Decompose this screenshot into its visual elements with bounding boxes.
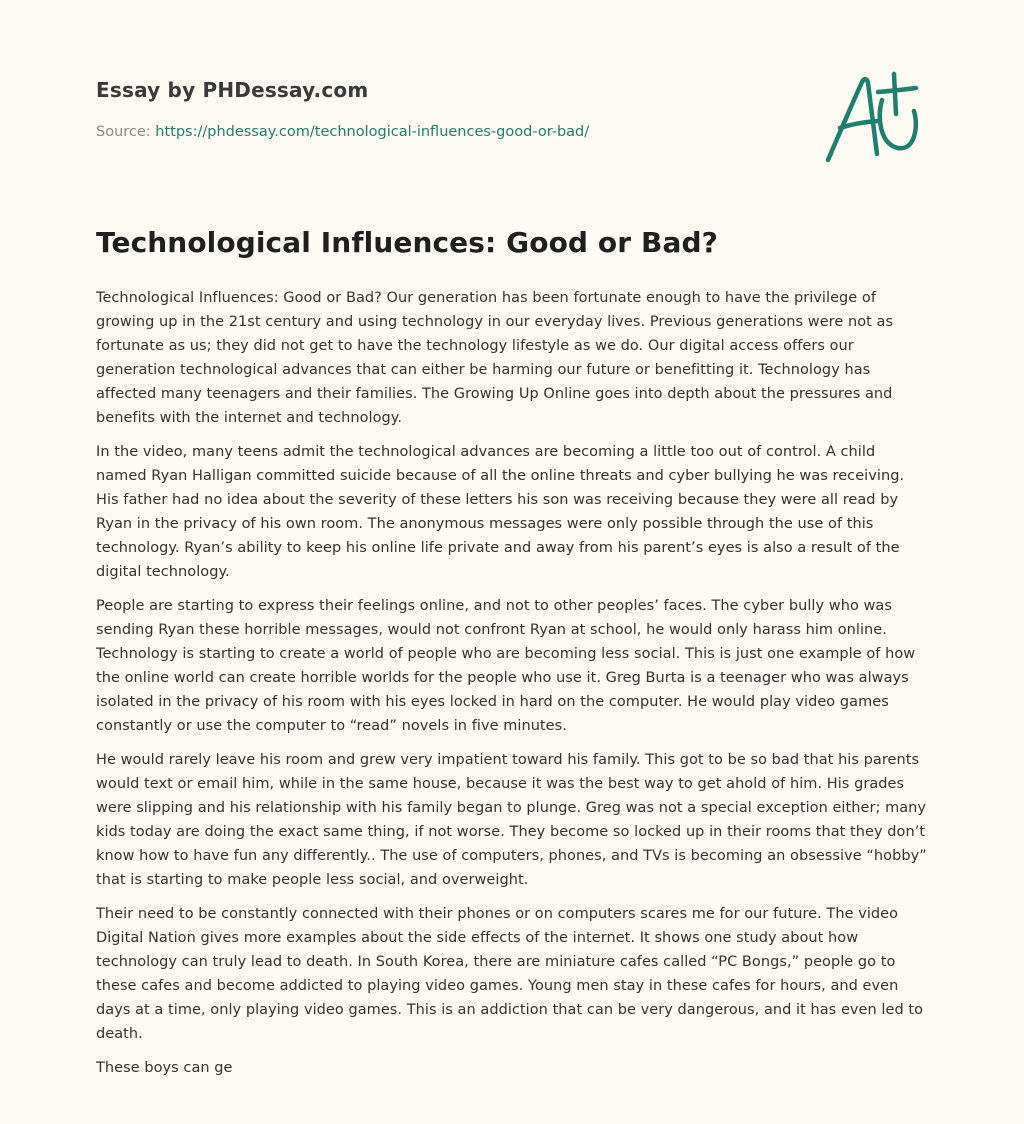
a-plus-grade-icon	[822, 66, 926, 166]
brand-title: Essay by PHDessay.com	[96, 78, 369, 102]
paragraph: He would rarely leave his room and grew very impatient toward his family. This got to be so bad that his parents would text or email him, while in the same house, because it was the best way to get ahold of him. His grades were slipping and his relationship with his family began to plunge. Greg was not a special exception either; many kids today are doing the exact same thing, if not worse. They become so locked up in their rooms that they don’t know how to have fun any differently.. The use of computers, phones, and TVs is becoming an obsessive “hobby” that is starting to make people less social, and overweight.	[96, 752, 927, 888]
paragraph: In the video, many teens admit the technological advances are becoming a little too out of control. A child named Ryan Halligan committed suicide because of all the online threats and cyber bullying he was receiving. His father had no idea about the severity of these letters his son was receiving because they were all read by Ryan in the privacy of his own room. The anonymous messages were only possible through the use of this technology. Ryan’s ability to keep his online life private and away from his parent’s eyes is also a result of the digital technology.	[96, 444, 905, 580]
source-label: Source:	[96, 124, 156, 140]
paragraph: These boys can ge	[96, 1060, 233, 1076]
essay-title: Technological Influences: Good or Bad?	[96, 226, 718, 259]
source-link[interactable]: https://phdessay.com/technological-influences-good-or-bad/	[155, 124, 590, 140]
paragraph: People are starting to express their feelings online, and not to other peoples’ faces. The cyber bully who was sending Ryan these horrible messages, would not confront Ryan at school, he would only harass him online. Technology is starting to create a world of people who are becoming less social. This is just one example of how the online world can create horrible worlds for the people who use it. Greg Burta is a teenager who was always isolated in the privacy of his room with his eyes locked in hard on the computer. He would play video games constantly or use the computer to “read” novels in five minutes.	[96, 598, 916, 734]
paragraph: Their need to be constantly connected with their phones or on computers scares me for our future. The video Digital Nation gives more examples about the side effects of the internet. It shows one study about how technology can truly lead to death. In South Korea, there are miniature cafes called “PC Bongs,” people go to these cafes and become addicted to playing video games. Young men stay in these cafes for hours, and even days at a time, only playing video games. This is an addiction that can be very dangerous, and it has even led to death.	[96, 906, 924, 1042]
paragraph: Technological Influences: Good or Bad? Our generation has been fortunate enough to have the privilege of growing up in the 21st century and using technology in our everyday lives. Previous generations were not as fortunate as us; they did not get to have the technology lifestyle as we do. Our digital access offers our generation technological advances that can either be harming our future or benefitting it. Technology has affected many teenagers and their families. The Growing Up Online goes into depth about the pressures and benefits with the internet and technology.	[96, 290, 894, 426]
source-line	[96, 124, 589, 140]
essay-body	[96, 286, 930, 1090]
